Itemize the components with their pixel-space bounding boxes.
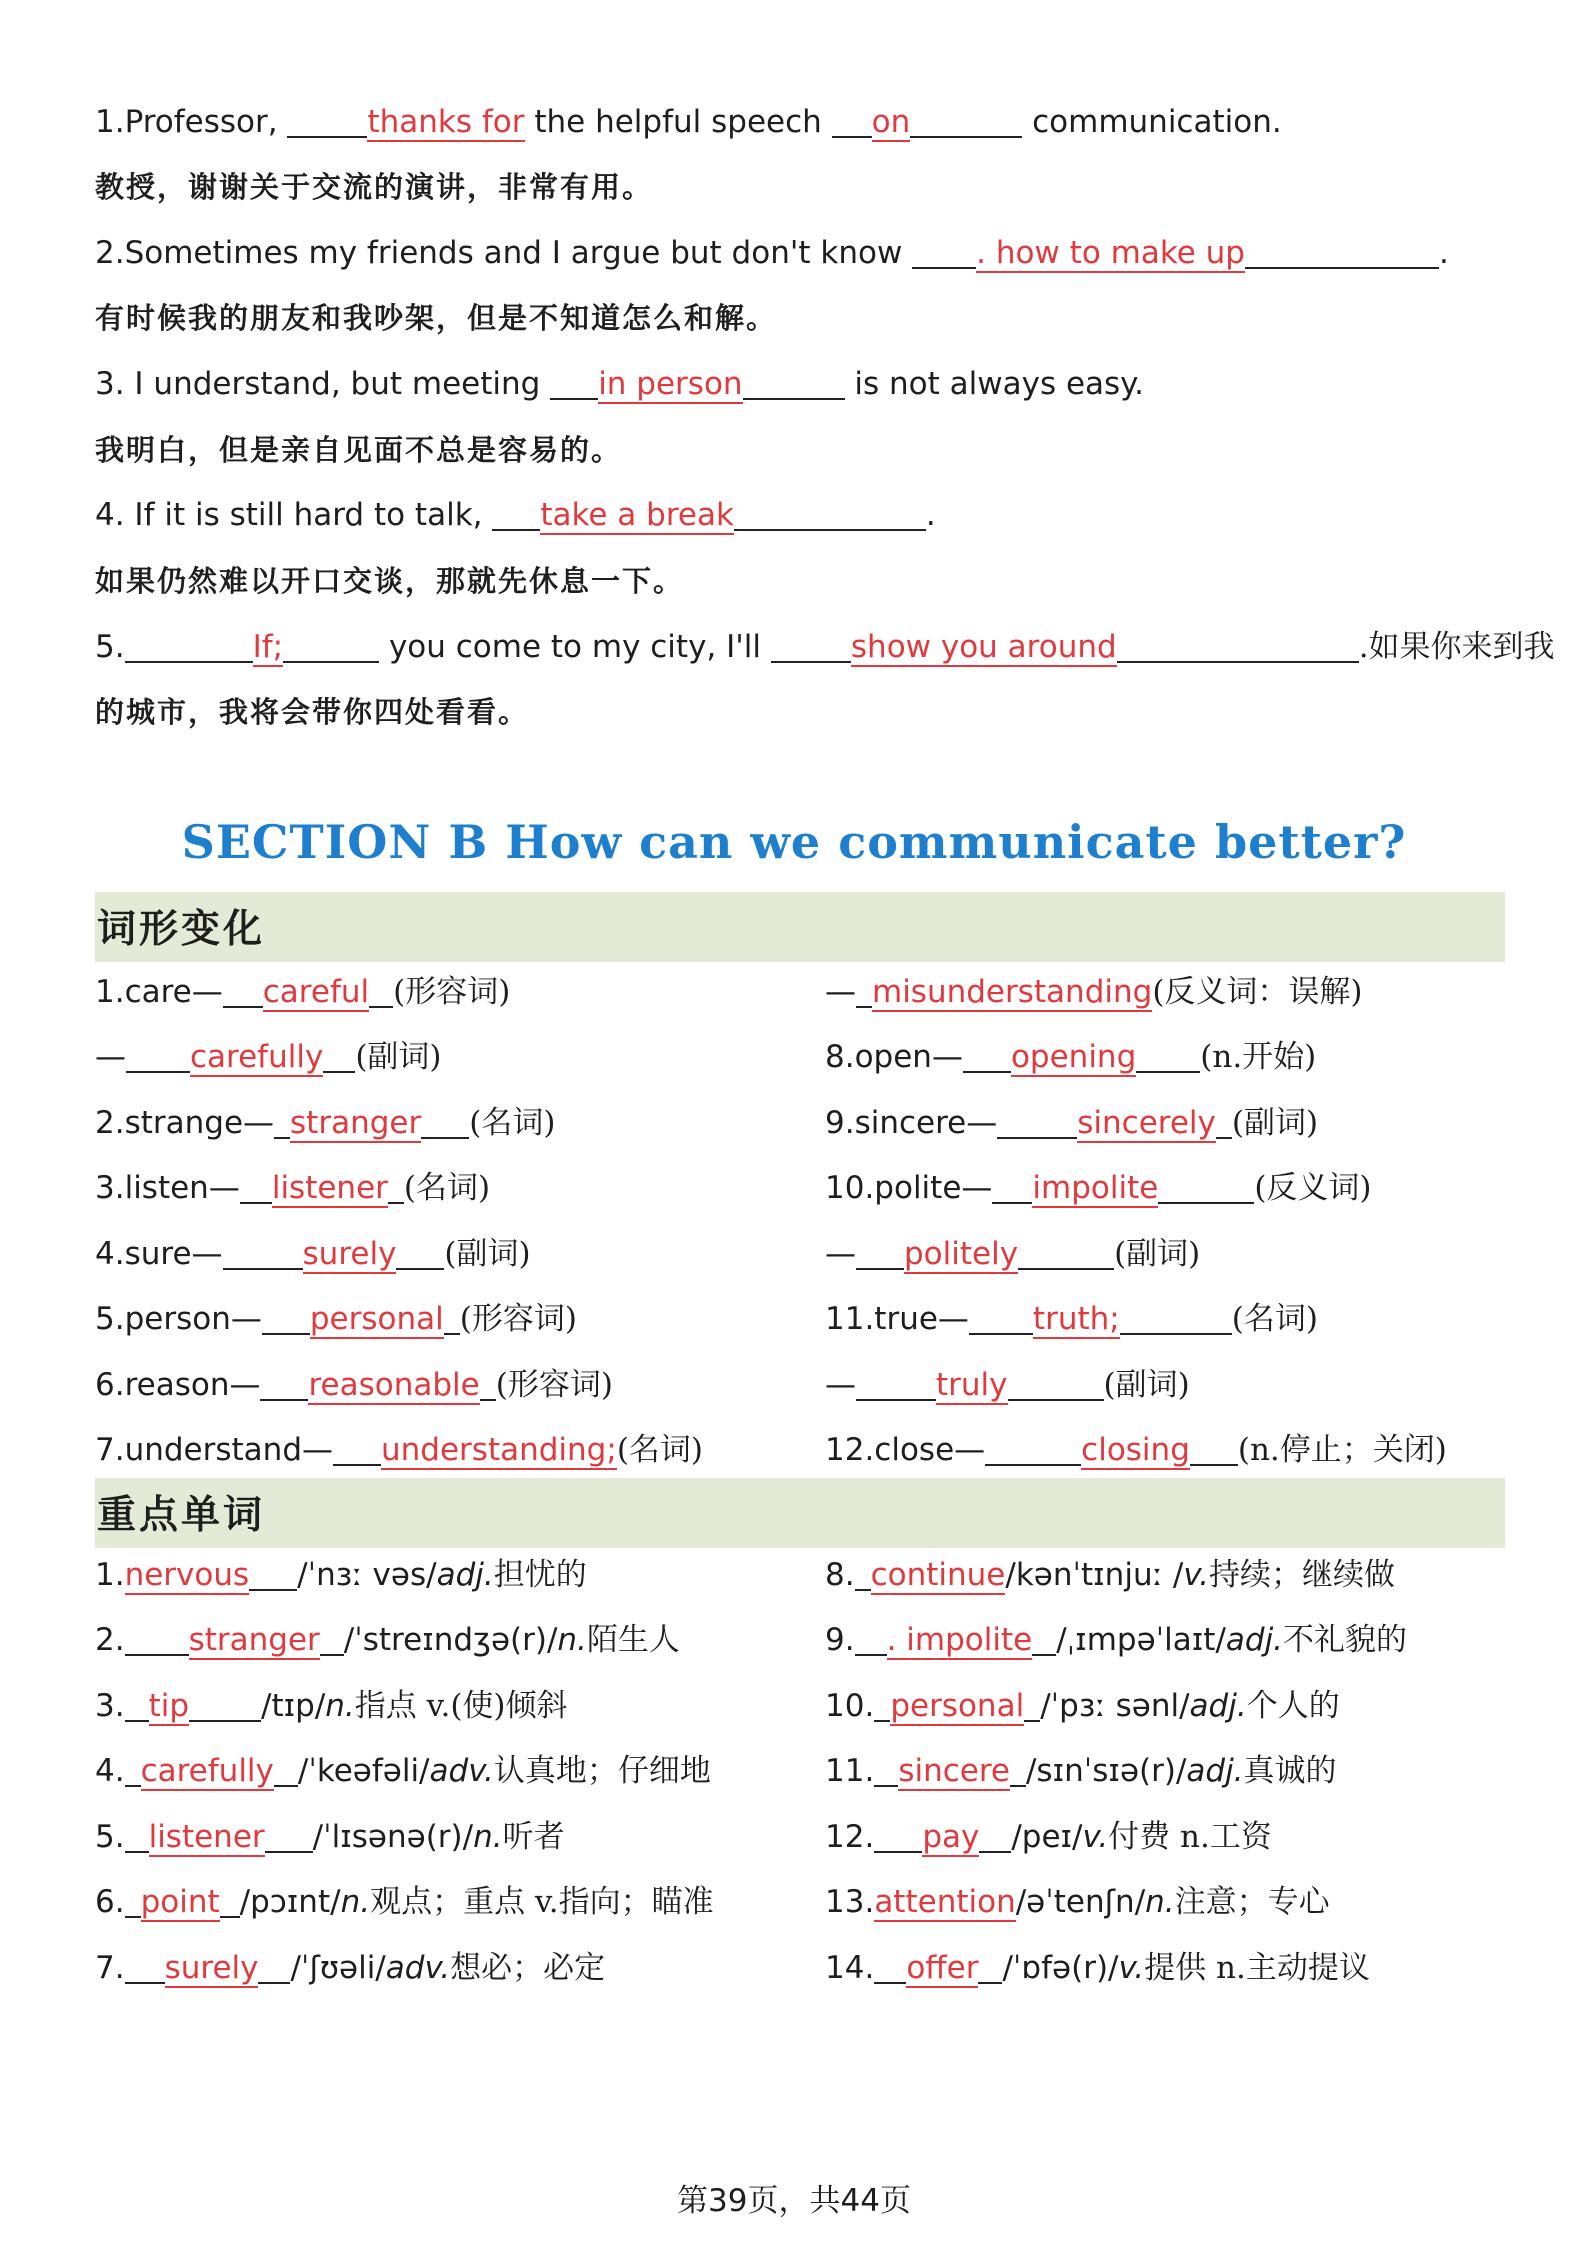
sentence-3-post: is not always easy.	[844, 366, 1144, 402]
vocab-meaning: 担忧的	[493, 1557, 587, 1593]
blank	[480, 1365, 496, 1401]
sentence-5-translation: 的城市，我将会带你四处看看。	[95, 695, 530, 729]
vocab-number: 11.	[825, 1753, 875, 1789]
blank	[1120, 1299, 1232, 1335]
answer-on: on	[871, 104, 911, 140]
vocab-number: 4.	[95, 1753, 125, 1789]
word-form-row	[825, 1428, 1447, 1472]
blank	[1117, 627, 1359, 663]
vocab-meaning: 想必；必定	[450, 1950, 606, 1986]
vocab-answer: offer	[906, 1950, 979, 1986]
blank	[874, 1948, 906, 1984]
blank	[978, 1948, 1002, 1984]
key-words-heading: 重点单词	[97, 1492, 266, 1538]
vocab-meaning: 付费 n.工资	[1108, 1819, 1272, 1855]
word-form-answer: closing	[1081, 1432, 1190, 1468]
word-form-note: (形容词)	[393, 974, 511, 1010]
word-form-stem: 4.sure—	[95, 1236, 223, 1272]
vocab-row	[95, 1684, 568, 1728]
vocab-pos: adj.	[1189, 1688, 1247, 1724]
word-form-answer: opening	[1010, 1039, 1137, 1075]
word-forms-heading: 词形变化	[97, 906, 266, 952]
word-form-note: (形容词)	[459, 1301, 577, 1337]
vocab-row	[825, 1618, 1407, 1662]
blank	[550, 364, 598, 400]
vocab-phonetic: /ˈʃʊəli/	[290, 1950, 386, 1986]
vocab-phonetic: /əˈtenʃn/	[1015, 1884, 1146, 1920]
word-form-note: (名词)	[1231, 1301, 1318, 1337]
word-form-note: (n.开始)	[1200, 1039, 1317, 1075]
vocab-meaning: 注意；专心	[1174, 1884, 1330, 1920]
blank	[274, 1103, 290, 1139]
blank	[369, 972, 393, 1008]
blank	[1018, 1234, 1114, 1270]
word-form-stem: 6.reason—	[95, 1367, 261, 1403]
vocab-answer: sincere	[898, 1753, 1010, 1789]
blank	[260, 1365, 308, 1401]
vocab-phonetic: /tɪp/	[261, 1688, 326, 1724]
blank	[912, 233, 976, 269]
vocab-phonetic: /ˈlɪsənə(r)/	[312, 1819, 474, 1855]
blank	[771, 627, 851, 663]
sentence-2-translation: 有时候我的朋友和我吵架，但是不知道怎么和解。	[95, 301, 778, 335]
word-forms-band	[95, 892, 1505, 962]
vocab-phonetic: /ˈkeəfəli/	[297, 1753, 430, 1789]
word-form-answer: carefully	[190, 1039, 324, 1075]
blank	[333, 1430, 381, 1466]
sentence-1-post: communication.	[1022, 104, 1282, 140]
sentence-4	[95, 493, 936, 537]
vocab-phonetic: /ˌɪmpəˈlaɪt/	[1056, 1622, 1226, 1658]
vocab-row	[825, 1880, 1330, 1924]
blank	[855, 1620, 887, 1656]
word-form-answer: understanding;	[381, 1432, 617, 1468]
vocab-row	[95, 1946, 605, 1990]
word-form-answer: truth;	[1032, 1301, 1120, 1337]
vocab-number: 13.	[825, 1884, 875, 1920]
vocab-phonetic: /ˈɒfə(r)/	[1002, 1950, 1119, 1986]
word-form-answer: sincerely	[1077, 1105, 1216, 1141]
word-form-stem: 3.listen—	[95, 1170, 240, 1206]
vocab-answer: listener	[148, 1819, 265, 1855]
vocab-meaning: 持续；继续做	[1209, 1557, 1396, 1593]
blank	[832, 102, 872, 138]
word-form-row	[95, 1035, 442, 1079]
blank	[992, 1168, 1032, 1204]
blank	[856, 1365, 936, 1401]
blank	[396, 1234, 444, 1270]
vocab-number: 7.	[95, 1950, 125, 1986]
blank	[963, 1037, 1011, 1073]
blank	[979, 1817, 1011, 1853]
blank	[189, 1686, 261, 1722]
vocab-phonetic: /ˈnɜː vəs/	[297, 1557, 437, 1593]
answer-if: If;	[252, 629, 284, 665]
vocab-answer: carefully	[140, 1753, 274, 1789]
word-form-stem: 11.true—	[825, 1301, 969, 1337]
answer-thanks-for: thanks for	[367, 104, 525, 140]
vocab-row	[95, 1618, 680, 1662]
word-form-row	[825, 970, 1363, 1014]
vocab-number: 8.	[825, 1557, 855, 1593]
word-form-stem: 7.understand—	[95, 1432, 333, 1468]
blank	[388, 1168, 404, 1204]
word-form-stem: 8.open—	[825, 1039, 963, 1075]
blank	[1032, 1620, 1056, 1656]
vocab-row	[95, 1553, 587, 1597]
sentence-1-translation: 教授，谢谢关于交流的演讲，非常有用。	[95, 170, 654, 204]
word-form-stem: 5.person—	[95, 1301, 262, 1337]
vocab-meaning: 认真地；仔细地	[493, 1753, 711, 1789]
blank	[125, 1948, 165, 1984]
word-form-answer: misunderstanding	[872, 974, 1153, 1010]
word-form-row	[95, 1428, 703, 1472]
blank	[910, 102, 1022, 138]
sentence-3	[95, 362, 1144, 406]
word-form-note: (名词)	[469, 1105, 556, 1141]
vocab-pos: v.	[1118, 1950, 1145, 1986]
vocab-answer: pay	[922, 1819, 980, 1855]
sentence-1-pre: 1.Professor,	[95, 104, 288, 140]
vocab-row	[95, 1815, 565, 1859]
word-form-note: (副词)	[355, 1039, 442, 1075]
vocab-number: 5.	[95, 1819, 125, 1855]
blank	[985, 1430, 1081, 1466]
word-form-answer: reasonable	[308, 1367, 480, 1403]
word-form-note: (名词)	[616, 1432, 704, 1468]
vocab-phonetic: /pɔɪnt/	[239, 1884, 341, 1920]
vocab-pos: n.	[325, 1688, 355, 1724]
blank	[856, 972, 872, 1008]
blank	[125, 1817, 149, 1853]
vocab-row	[825, 1815, 1272, 1859]
vocab-number: 6.	[95, 1884, 125, 1920]
sentence-4-pre: 4. If it is still hard to talk,	[95, 497, 493, 533]
word-form-row	[825, 1166, 1372, 1210]
word-form-note: (反义词：误解)	[1152, 974, 1363, 1010]
word-form-note: (副词)	[1114, 1236, 1201, 1272]
section-title: SECTION B How can we communicate better?	[181, 815, 1407, 869]
key-words-band	[95, 1478, 1505, 1548]
word-form-row	[95, 1232, 531, 1276]
vocab-answer: . impolite	[886, 1622, 1033, 1658]
word-form-note: (n.停止；关闭)	[1237, 1432, 1447, 1468]
blank	[262, 1299, 310, 1335]
vocab-meaning: 听者	[502, 1819, 565, 1855]
word-form-answer: listener	[271, 1170, 388, 1206]
answer-take-a-break: take a break	[540, 497, 734, 533]
vocab-pos: v.	[1082, 1819, 1109, 1855]
sentence-2	[95, 231, 1449, 275]
word-form-row	[825, 1101, 1318, 1145]
answer-how-to-make-up: . how to make up	[976, 235, 1245, 271]
blank	[125, 1751, 141, 1787]
word-form-note: (副词)	[1103, 1367, 1190, 1403]
word-form-answer: personal	[309, 1301, 444, 1337]
vocab-number: 3.	[95, 1688, 125, 1724]
blank	[1024, 1686, 1040, 1722]
vocab-pos: n.	[340, 1884, 371, 1920]
vocab-phonetic: /ˈstreɪndʒə(r)/	[343, 1622, 558, 1658]
vocab-answer: surely	[164, 1950, 259, 1986]
blank	[421, 1103, 469, 1139]
blank	[323, 1037, 355, 1073]
vocab-meaning: 观点；重点 v.指向；瞄准	[370, 1884, 714, 1920]
word-form-note: (副词)	[444, 1236, 531, 1272]
sentence-2-pre: 2.Sometimes my friends and I argue but don't know	[95, 235, 913, 271]
vocab-pos: adj.	[1186, 1753, 1244, 1789]
vocab-number: 12.	[825, 1819, 875, 1855]
word-form-row	[825, 1232, 1200, 1276]
blank	[125, 627, 253, 663]
vocab-row	[825, 1553, 1395, 1597]
sentence-5-pre: 5.	[95, 629, 125, 665]
sentence-4-translation: 如果仍然难以开口交谈，那就先休息一下。	[95, 564, 685, 598]
blank	[1245, 233, 1439, 269]
word-form-note: (名词)	[403, 1170, 491, 1206]
sentence-3-translation: 我明白，但是亲自见面不总是容易的。	[95, 433, 623, 467]
sentence-5	[95, 625, 1555, 669]
blank	[874, 1751, 898, 1787]
vocab-row	[825, 1684, 1340, 1728]
vocab-answer: stranger	[188, 1622, 320, 1658]
vocab-phonetic: /kənˈtɪnjuː /	[1005, 1557, 1184, 1593]
vocab-meaning: 真诚的	[1243, 1753, 1337, 1789]
sentence-5-post: .如果你来到我	[1358, 629, 1555, 665]
vocab-pos: n.	[1145, 1884, 1175, 1920]
sentence-5-mid: you come to my city, I'll	[379, 629, 771, 665]
blank	[265, 1817, 313, 1853]
blank	[874, 1817, 922, 1853]
vocab-row	[825, 1749, 1337, 1793]
word-form-stem: 9.sincere—	[825, 1105, 998, 1141]
blank	[1216, 1103, 1232, 1139]
word-form-stem: 12.close—	[825, 1432, 986, 1468]
blank	[240, 1168, 272, 1204]
blank	[969, 1299, 1033, 1335]
vocab-number: 10.	[825, 1688, 875, 1724]
vocab-row	[825, 1946, 1370, 1990]
vocab-number: 1.	[95, 1557, 125, 1593]
vocab-answer: point	[140, 1884, 220, 1920]
sentence-1-mid: the helpful speech	[524, 104, 832, 140]
vocab-pos: n.	[473, 1819, 503, 1855]
word-form-answer: careful	[262, 974, 370, 1010]
word-form-stem: —	[825, 1367, 856, 1403]
blank	[444, 1299, 460, 1335]
blank	[492, 495, 540, 531]
word-form-note: (形容词)	[495, 1367, 613, 1403]
vocab-phonetic: /peɪ/	[1011, 1819, 1083, 1855]
blank	[1158, 1168, 1254, 1204]
word-form-note: (反义词)	[1254, 1170, 1372, 1206]
vocab-answer: tip	[148, 1688, 190, 1724]
page-number: 第39页，共44页	[677, 2183, 911, 2219]
vocab-number: 9.	[825, 1622, 855, 1658]
blank	[320, 1620, 344, 1656]
vocab-meaning: 不礼貌的	[1283, 1622, 1408, 1658]
sentence-3-pre: 3. I understand, but meeting	[95, 366, 551, 402]
blank	[855, 1555, 871, 1591]
word-form-row	[825, 1363, 1190, 1407]
vocab-answer: attention	[874, 1884, 1016, 1920]
word-form-row	[95, 1166, 490, 1210]
answer-in-person: in person	[598, 366, 743, 402]
word-form-answer: politely	[904, 1236, 1019, 1272]
vocab-pos: n.	[557, 1622, 587, 1658]
blank	[997, 1103, 1077, 1139]
vocab-pos: adj.	[436, 1557, 494, 1593]
vocab-pos: adv.	[429, 1753, 494, 1789]
answer-show-you-around: show you around	[850, 629, 1117, 665]
vocab-pos: adj.	[1225, 1622, 1284, 1658]
word-form-answer: impolite	[1032, 1170, 1159, 1206]
vocab-number: 2.	[95, 1622, 125, 1658]
vocab-row	[95, 1749, 711, 1793]
blank	[1190, 1430, 1238, 1466]
word-form-answer: surely	[302, 1236, 397, 1272]
vocab-meaning: 提供 n.主动提议	[1144, 1950, 1370, 1986]
vocab-phonetic: /ˈpɜː sənl/	[1040, 1688, 1190, 1724]
blank	[125, 1620, 189, 1656]
word-form-answer: truly	[936, 1367, 1008, 1403]
blank	[223, 1234, 303, 1270]
blank	[125, 1686, 149, 1722]
blank	[734, 495, 926, 531]
word-form-stem: 1.care—	[95, 974, 223, 1010]
sentence-4-post: .	[925, 497, 936, 533]
blank	[1136, 1037, 1200, 1073]
vocab-number: 14.	[825, 1950, 875, 1986]
blank	[283, 627, 379, 663]
word-form-row	[825, 1297, 1318, 1341]
blank	[125, 1882, 141, 1918]
word-form-stem: 10.polite—	[825, 1170, 993, 1206]
blank	[126, 1037, 190, 1073]
word-form-note: (副词)	[1231, 1105, 1319, 1141]
word-form-row	[95, 1101, 555, 1145]
blank	[258, 1948, 290, 1984]
vocab-pos: v.	[1183, 1557, 1210, 1593]
blank	[287, 102, 367, 138]
word-form-stem: —	[825, 974, 856, 1010]
word-form-row	[95, 1297, 577, 1341]
blank	[743, 364, 845, 400]
blank	[220, 1882, 240, 1918]
vocab-answer: continue	[870, 1557, 1006, 1593]
blank	[1008, 1365, 1104, 1401]
blank	[274, 1751, 298, 1787]
blank	[249, 1555, 297, 1591]
blank	[874, 1686, 890, 1722]
vocab-pos: adv.	[385, 1950, 451, 1986]
vocab-phonetic: /sɪnˈsɪə(r)/	[1025, 1753, 1187, 1789]
word-form-row	[95, 970, 510, 1014]
vocab-meaning: 陌生人	[586, 1622, 680, 1658]
vocab-meaning: 指点 v.(使)倾斜	[354, 1688, 568, 1724]
word-form-row	[95, 1363, 613, 1407]
sentence-1	[95, 100, 1282, 144]
vocab-row	[95, 1880, 714, 1924]
word-form-answer: stranger	[290, 1105, 422, 1141]
vocab-meaning: 个人的	[1246, 1688, 1340, 1724]
blank	[856, 1234, 904, 1270]
word-form-row	[825, 1035, 1316, 1079]
vocab-answer: personal	[890, 1688, 1025, 1724]
blank	[1010, 1751, 1026, 1787]
word-form-stem: 2.strange—	[95, 1105, 275, 1141]
blank	[223, 972, 263, 1008]
sentence-2-post: .	[1438, 235, 1449, 271]
word-form-stem: —	[825, 1236, 856, 1272]
word-form-stem: —	[95, 1039, 126, 1075]
vocab-answer: nervous	[124, 1557, 250, 1593]
